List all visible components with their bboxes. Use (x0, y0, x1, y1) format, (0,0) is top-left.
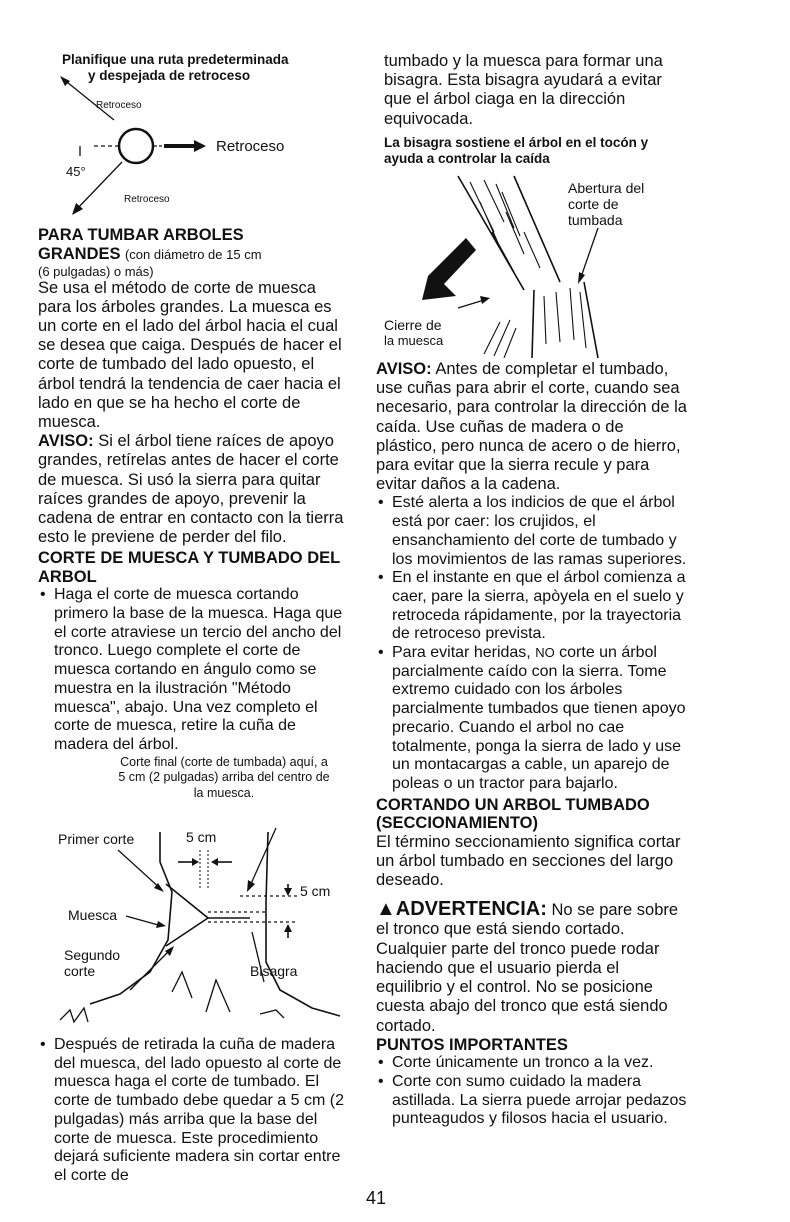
heading-felling: PARA TUMBAR ARBOLES (38, 226, 244, 244)
retreat-title-line2: y despejada de retroceso (88, 68, 251, 83)
hinge-label-opening: Abertura del corte de tumbada (568, 180, 645, 228)
heading-notch: CORTE DE MUESCA Y TUMBADO DEL ARBOL (38, 549, 340, 586)
right-bullet-3-pre: Para evitar heridas, (392, 644, 531, 662)
right-bullet-3-no: NO (535, 645, 555, 661)
after-bullet-list (38, 1036, 350, 1186)
after-bullet: • Después de retirada la cuña de madera del muesca, del lado opuesto al corte de muesca haga el corte de tumbado. El corte de tumbado debe quedar a 5 cm (2 pulgadas) más arriba que la base del corte de muesca. Este procedimiento dejará suficiente madera sin cortar entre el corte de (38, 1036, 350, 1186)
right-column-bottom (376, 360, 688, 1129)
retreat-title-line1: Planifique una ruta predeterminada (62, 52, 289, 67)
heading-felling-note2: (6 pulgadas) o más) (38, 263, 154, 279)
diag-5cm-top: 5 cm (186, 829, 217, 845)
hinge-diagram (384, 172, 684, 358)
page-number: 41 (366, 1188, 387, 1208)
bucking-paragraph: El término seccionamiento significa cortar un árbol tumbado en secciones del largo deseado. (376, 832, 681, 890)
continuation-paragraph: tumbado y la muesca para formar una bisagra. Esta bisagra ayudará a evitar que el árbol ciaga en la dirección equivocada. (384, 52, 663, 128)
aviso-paragraph (38, 432, 350, 547)
aviso-text: Si el árbol tiene raíces de apoyo grandes, retírelas antes de hacer el corte de muesca. Si usó la sierra para quitar raíces grandes de apoyo, prevenir la cadena de entrar en contacto con la tierra esto le previene de perder del filo. (38, 432, 344, 547)
felling-paragraph: Se usa el método de corte de muesca para los árboles grandes. La muesca es un corte en el lado del árbol hacia el cual se desea que caiga. Después de hacer el corte de tumbado del lado opuesto, el árbol tendrá la tendencia de caer hacia el lado en que se ha hecho el corte de muesca. (38, 278, 342, 431)
diag-muesca: Muesca (68, 907, 118, 923)
right-bullet-2: • En el instante en que el árbol comienza a caer, pare la sierra, apòyela en el suelo y retroceda rápidamente, por la trayectoria de retroceso prevista. (376, 569, 688, 644)
notch-bullet-list (38, 586, 350, 754)
right-aviso-paragraph (376, 360, 688, 494)
hinge-title: La bisagra sostiene el árbol en el tocón y ayuda a controlar la caída (384, 134, 649, 166)
point-item-2: • Corte con sumo cuidado la madera astillada. La sierra puede arrojar pedazos punteagudos y filosos hacia el usuario. (376, 1073, 688, 1129)
heading-felling-line2 (38, 245, 350, 264)
angle-label: 45° (66, 164, 86, 179)
right-bullet-1: • Esté alerta a los indicios de que el árbol está por caer: los crujidos, el ensanchamiento del corte de tumbado y los movimientos de las ramas superiores. (376, 494, 688, 569)
notch-diagram (40, 822, 350, 1034)
right-bullet-list (376, 494, 688, 793)
right-aviso-text: Antes de completar el tumbado, use cuñas para abrir el corte, cuando sea necesario, para controlar la dirección de la caída. Use cuñas de madera o de plástico, pero nunca de acero o de hierro, para evitar que la sierra recule y para evitar daños a la cadena. (376, 360, 687, 494)
diag-segundo: Segundo (64, 947, 121, 963)
right-column-top (384, 52, 690, 167)
right-bullet-3-post: corte un árbol parcialmente caído con la sierra. Tome extremo cuidado con los árboles parcialmente tumbados que tienen apoyo precario. Cuando el arbol no cae totalmente, ponga la sierra de lado y use un montacargas a cable, un aparejo de poleas o un tractor para bajarlo. (392, 644, 686, 792)
retreat-label-bottom: Retroceso (124, 194, 170, 205)
points-list (376, 1054, 688, 1129)
retreat-arrows-figure (36, 52, 336, 227)
notch-diagram-caption: Corte final (corte de tumbada) aquí, a 5 cm (2 pulgadas) arriba del centro de la muesca. (118, 754, 330, 800)
left-column (38, 226, 350, 801)
point-item-1: • Corte únicamente un tronco a la vez. (376, 1054, 688, 1073)
warning-text: No se pare sobre el tronco que está siendo cortado. Cualquier parte del tronco puede rodar haciendo que el usuario pierda el equilibrio y el control. No se posicione cuesta abajo del tronco que está siendo cortado. (376, 901, 679, 1035)
diag-5cm-right: 5 cm (300, 883, 331, 899)
retreat-diagram (36, 52, 336, 222)
aviso-label: AVISO: (38, 432, 94, 451)
heading-felling-big: GRANDES (38, 244, 121, 263)
hinge-label-closing-2: la muesca (384, 333, 444, 348)
right-bullet-3 (376, 644, 688, 794)
right-aviso-label: AVISO: (376, 360, 432, 378)
diag-corte: corte (64, 963, 96, 979)
diag-primer-corte: Primer corte (58, 831, 135, 847)
left-column-bottom (38, 1036, 350, 1186)
warning-label: ADVERTENCIA: (395, 898, 547, 921)
hinge-label-closing-1: Cierre de (384, 317, 442, 333)
notch-diagram-figure (40, 822, 350, 1034)
retreat-label-right: Retroceso (216, 138, 285, 155)
notch-bullet: • Haga el corte de muesca cortando primero la base de la muesca. Haga que el corte atraviese un tercio del ancho del tronco. Luego complete el corte de muesca cortando en ángulo como se muestra en la ilustración "Método muesca", abajo. Una vez completo el corte de muesca, retire la cuña de madera del árbol. (38, 586, 350, 754)
heading-felling-note: (con diámetro de 15 cm (124, 246, 262, 262)
retreat-label-top: Retroceso (96, 100, 142, 111)
heading-bucking: CORTANDO UN ARBOL TUMBADO (SECCIONAMIENTO) (376, 795, 650, 833)
diag-bisagra: Bisagra (250, 963, 298, 979)
warning-paragraph (376, 900, 688, 1035)
warning-triangle-icon: ▲ (376, 898, 396, 921)
heading-points: PUNTOS IMPORTANTES (376, 1035, 568, 1054)
